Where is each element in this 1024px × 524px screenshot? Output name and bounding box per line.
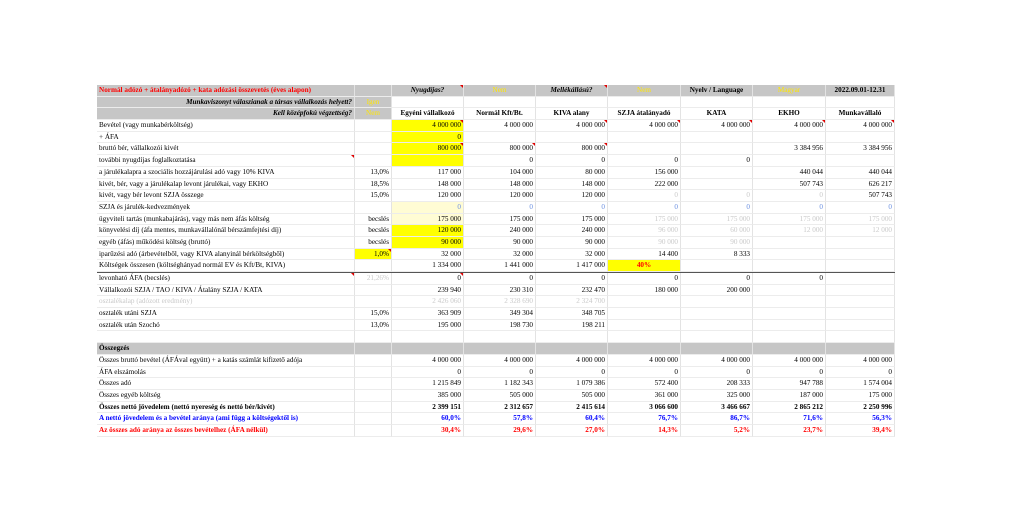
cell: 4 000 000 (826, 120, 895, 132)
row-label: a járulékalapra a szociális hozzájárulási adó vagy 10% KIVA (97, 167, 355, 179)
cell: 0 (536, 273, 608, 285)
table-row (97, 190, 895, 202)
cell: 60 000 (681, 225, 753, 237)
cell: 117 000 (392, 167, 464, 179)
cell (608, 296, 681, 308)
period-label: 2022.09.01-12.31 (826, 85, 895, 97)
cell: 0 (536, 367, 608, 379)
cell: 0 (681, 155, 753, 167)
cell: 507 743 (826, 190, 895, 202)
cell: 0 (464, 367, 536, 379)
cell: 1 441 000 (464, 260, 536, 272)
employee-question: Munkaviszonyt válaszianak a társas vállalkozás helyett? (97, 97, 355, 109)
row-label: Összes nettó jövedelem (nettó nyereség és nettó bér/kivét) (97, 402, 355, 414)
cell: 3 384 956 (753, 143, 826, 155)
cell: 4 000 000 (392, 355, 464, 367)
cell: 90 000 (681, 237, 753, 249)
col-header-atalany: SZJA átalányadó (608, 108, 681, 120)
table-row (97, 249, 895, 261)
cell: 0 (753, 190, 826, 202)
cell: 96 000 (608, 225, 681, 237)
cell: 222 000 (608, 179, 681, 191)
cell: 240 000 (536, 225, 608, 237)
cell[interactable] (392, 155, 464, 167)
cell: 32 000 (536, 249, 608, 261)
cell (681, 260, 753, 272)
cell: 30,4% (392, 425, 464, 437)
cell: 2 426 060 (392, 296, 464, 308)
cell (681, 308, 753, 320)
cell: 4 000 000 (753, 355, 826, 367)
cell (753, 320, 826, 332)
table-row (97, 296, 895, 308)
cell: 120 000 (464, 190, 536, 202)
header-row-2 (97, 97, 895, 109)
row-label: bruttó bér, vállalkozói kivét (97, 143, 355, 155)
cell: 120 000 (536, 190, 608, 202)
cell: 626 217 (826, 179, 895, 191)
row-label: iparűzési adó (árbevételből, vagy KIVA alanyinál bérköltségből) (97, 249, 355, 261)
cell: 8 333 (681, 249, 753, 261)
cell: 175 000 (753, 214, 826, 226)
table-row (97, 237, 895, 249)
cell (826, 249, 895, 261)
row-label: A nettó jövedelem és a bevétel aránya (ami függ a költségektől is) (97, 413, 355, 425)
summary-row (97, 355, 895, 367)
cell: 187 000 (753, 390, 826, 402)
cell: 232 470 (536, 285, 608, 297)
cell: 2 865 212 (753, 402, 826, 414)
cell: 3 466 667 (681, 402, 753, 414)
cell: 1 182 343 (464, 378, 536, 390)
cell[interactable]: 800 000 (392, 143, 464, 155)
cell: 4 000 000 (681, 355, 753, 367)
cell: 120 000 (392, 190, 464, 202)
cell: 440 044 (826, 167, 895, 179)
row-label: könyvelési díj (áfa mentes, munkavállalónál bérszámfejtési díj) (97, 225, 355, 237)
spacer (355, 85, 392, 97)
cell: 90 000 (608, 237, 681, 249)
cell: 0 (681, 273, 753, 285)
cell (826, 132, 895, 144)
cell (826, 260, 895, 272)
cell: 4 000 000 (826, 355, 895, 367)
row-label: Költségek összesen (költséghányad normál EV és Kft/Bt, KIVA) (97, 260, 355, 272)
row-label: levonható ÁFA (becslés) (97, 273, 355, 285)
cell (681, 296, 753, 308)
row-label: + ÁFA (97, 132, 355, 144)
cell: 507 743 (753, 179, 826, 191)
summary-row (97, 390, 895, 402)
cell (826, 296, 895, 308)
cell: 0 (753, 202, 826, 214)
cell: 0 (681, 202, 753, 214)
employee-answer[interactable]: Igen (355, 97, 392, 109)
row-label: osztalékalap (adózott eredmény) (97, 296, 355, 308)
cell (753, 296, 826, 308)
row-rate: 13,0% (355, 320, 392, 332)
cell: 4 000 000 (608, 120, 681, 132)
cell (753, 249, 826, 261)
cell (681, 320, 753, 332)
cell: 56,3% (826, 413, 895, 425)
secondary-job-question: Mellékállású? (536, 85, 608, 97)
table-row (97, 308, 895, 320)
table-row (97, 167, 895, 179)
cell[interactable]: 90 000 (392, 237, 464, 249)
cell: 0 (826, 202, 895, 214)
cell: 0 (608, 190, 681, 202)
blank-row (97, 331, 895, 343)
cell: 195 000 (392, 320, 464, 332)
row-rate (355, 296, 392, 308)
cell: 505 000 (536, 390, 608, 402)
cell (826, 308, 895, 320)
cell: 12 000 (826, 225, 895, 237)
cell: 230 310 (464, 285, 536, 297)
cell: 90 000 (464, 237, 536, 249)
row-label: Bevétel (vagy munkabérköltség) (97, 120, 355, 132)
cell: 947 788 (753, 378, 826, 390)
row-label: egyéb (áfás) működési költség (bruttó) (97, 237, 355, 249)
cell (753, 285, 826, 297)
cell: 198 730 (464, 320, 536, 332)
language-value[interactable]: Magyar (753, 85, 826, 97)
cell: 440 044 (753, 167, 826, 179)
cell: 29,6% (464, 425, 536, 437)
row-label: kivét, vagy bér levont SZJA összege (97, 190, 355, 202)
cell: 325 000 (681, 390, 753, 402)
col-header-ekho: EKHO (753, 108, 826, 120)
cell: 4 000 000 (681, 120, 753, 132)
cell: 0 (464, 273, 536, 285)
cell: 1 574 004 (826, 378, 895, 390)
secondary-edu-question: Kell középfokú végzettség? (97, 108, 355, 120)
cell: 4 000 000 (464, 355, 536, 367)
row-label: ügyviteli tartás (munkabajárás), vagy más nem áfás költség (97, 214, 355, 226)
sheet-title: Normál adózó + átalányadózó + kata adózási összevetés (éves alapon) (97, 85, 355, 97)
row-label: ÁFA elszámolás (97, 367, 355, 379)
cell: 1 079 386 (536, 378, 608, 390)
cell: 2 415 614 (536, 402, 608, 414)
cell: 2 328 690 (464, 296, 536, 308)
row-label: Vállalkozói SZJA / TAO / KIVA / Átalány SZJA / KATA (97, 285, 355, 297)
row-label: osztalék után Szochó (97, 320, 355, 332)
cell: 12 000 (753, 225, 826, 237)
cell: 0 (608, 155, 681, 167)
cell: 4 000 000 (464, 120, 536, 132)
column-header-row (97, 108, 895, 120)
cell (681, 132, 753, 144)
cell: 2 250 996 (826, 402, 895, 414)
cell: 4 000 000 (536, 120, 608, 132)
cell: 4 000 000 (536, 355, 608, 367)
cell: 239 940 (392, 285, 464, 297)
language-label: Nyelv / Language (681, 85, 753, 97)
cell: 86,7% (681, 413, 753, 425)
cell: 0 (826, 367, 895, 379)
cell (826, 237, 895, 249)
cell: 0 (681, 367, 753, 379)
cell: 39,4% (826, 425, 895, 437)
cell: 800 000 (536, 143, 608, 155)
cell: 71,6% (753, 413, 826, 425)
cell: 0 (608, 202, 681, 214)
cell (753, 237, 826, 249)
cell: 27,0% (536, 425, 608, 437)
cell (753, 260, 826, 272)
secondary-edu-answer[interactable]: Nem (355, 108, 392, 120)
cell: 32 000 (464, 249, 536, 261)
row-rate: becslés (355, 225, 392, 237)
cell: 0 (464, 202, 536, 214)
cell: 14,3% (608, 425, 681, 437)
cell: 200 000 (681, 285, 753, 297)
cell (826, 155, 895, 167)
cell: 363 909 (392, 308, 464, 320)
cell: 175 000 (826, 390, 895, 402)
cell (608, 132, 681, 144)
cell: 572 400 (608, 378, 681, 390)
cell: 5,2% (681, 425, 753, 437)
cell: 23,7% (753, 425, 826, 437)
cell (826, 320, 895, 332)
row-rate: 18,5% (355, 179, 392, 191)
table-row (97, 214, 895, 226)
cell: 0 (608, 273, 681, 285)
cell: 198 211 (536, 320, 608, 332)
cell: 60,4% (536, 413, 608, 425)
row-label: Összes adó (97, 378, 355, 390)
cell: 90 000 (536, 237, 608, 249)
row-rate[interactable]: 1,0% (355, 249, 392, 261)
cell: 14 400 (608, 249, 681, 261)
cell: 104 000 (464, 167, 536, 179)
table-row (97, 143, 895, 155)
row-rate (355, 202, 392, 214)
cell: 0 (392, 273, 464, 285)
summary-row (97, 367, 895, 379)
cell: 0 (753, 273, 826, 285)
cell (753, 132, 826, 144)
row-label: osztalék utáni SZJA (97, 308, 355, 320)
cell: 0 (536, 155, 608, 167)
row-label: Az összes adó aránya az összes bevételhez (ÁFA nélkül) (97, 425, 355, 437)
cell: 148 000 (392, 179, 464, 191)
summary-row-net-income (97, 402, 895, 414)
cell (608, 320, 681, 332)
row-rate (355, 132, 392, 144)
row-rate: becslés (355, 237, 392, 249)
summary-row-tax-ratio (97, 425, 895, 437)
row-rate (355, 285, 392, 297)
cell: 3 384 956 (826, 143, 895, 155)
cell: 0 (681, 190, 753, 202)
cell (681, 167, 753, 179)
cell: 175 000 (464, 214, 536, 226)
cell (826, 273, 895, 285)
row-label: további nyugdíjas foglalkoztatása (97, 155, 355, 167)
cell: 156 000 (608, 167, 681, 179)
row-label: SZJA és járulék-kedvezmények (97, 202, 355, 214)
cell: 1 215 849 (392, 378, 464, 390)
cell: 3 066 600 (608, 402, 681, 414)
col-header-employee: Munkavállaló (826, 108, 895, 120)
cell: 175 000 (681, 214, 753, 226)
cell: 208 333 (681, 378, 753, 390)
header-row-1 (97, 85, 895, 97)
cell[interactable]: 4 000 000 (392, 120, 464, 132)
cell: 4 000 000 (608, 355, 681, 367)
cell: 800 000 (464, 143, 536, 155)
cell: 60,0% (392, 413, 464, 425)
row-label: Összes bruttó bevétel (ÁFÁval együtt) + a katás számlát kifizető adója (97, 355, 355, 367)
cell: 148 000 (536, 179, 608, 191)
row-rate (355, 143, 392, 155)
summary-header-row (97, 343, 895, 355)
row-label: Összes egyéb költség (97, 390, 355, 402)
cell (536, 132, 608, 144)
cell (753, 308, 826, 320)
col-header-ev: Egyéni vállalkozó (392, 108, 464, 120)
secondary-job-answer[interactable]: Nem (608, 85, 681, 97)
col-header-kft: Normál Kft/Bt. (464, 108, 536, 120)
table-row (97, 202, 895, 214)
cell: 505 000 (464, 390, 536, 402)
cell: 1 417 000 (536, 260, 608, 272)
cell: 175 000 (536, 214, 608, 226)
cell (608, 308, 681, 320)
summary-row-net-ratio (97, 413, 895, 425)
retired-question: Nyugdíjas? (392, 85, 464, 97)
col-header-kiva: KIVA alany (536, 108, 608, 120)
cell: 2 399 151 (392, 402, 464, 414)
cell[interactable]: 120 000 (392, 225, 464, 237)
cell: 76,7% (608, 413, 681, 425)
cell: 349 304 (464, 308, 536, 320)
cell: 175 000 (608, 214, 681, 226)
table-row (97, 225, 895, 237)
row-rate (355, 155, 392, 167)
row-rate (355, 120, 392, 132)
cell[interactable]: 40% (608, 260, 681, 272)
cell (681, 143, 753, 155)
cell[interactable]: 0 (392, 132, 464, 144)
cell: 4 000 000 (753, 120, 826, 132)
cell (753, 155, 826, 167)
cell: 0 (392, 367, 464, 379)
cell: 148 000 (464, 179, 536, 191)
row-rate: becslés (355, 214, 392, 226)
table-row (97, 132, 895, 144)
cell: 0 (753, 367, 826, 379)
table-row (97, 285, 895, 297)
cell (608, 143, 681, 155)
row-rate: 21,26% (355, 273, 392, 285)
cell: 348 705 (536, 308, 608, 320)
row-rate: 15,0% (355, 308, 392, 320)
col-header-kata: KATA (681, 108, 753, 120)
table-row (97, 260, 895, 273)
retired-answer[interactable]: Nem (464, 85, 536, 97)
cell: 175 000 (826, 214, 895, 226)
row-label: kivét, bér, vagy a járulékalap levont járulékai, vagy EKHO (97, 179, 355, 191)
cell: 2 324 700 (536, 296, 608, 308)
table-row (97, 120, 895, 132)
spreadsheet (97, 85, 895, 437)
cell: 2 312 657 (464, 402, 536, 414)
cell (464, 132, 536, 144)
cell: 57,8% (464, 413, 536, 425)
table-row (97, 273, 895, 285)
cell: 0 (536, 202, 608, 214)
cell[interactable]: 0 (392, 202, 464, 214)
row-rate (355, 260, 392, 272)
cell: 80 000 (536, 167, 608, 179)
cell: 180 000 (608, 285, 681, 297)
cell: 385 000 (392, 390, 464, 402)
row-rate: 13,0% (355, 167, 392, 179)
cell: 361 000 (608, 390, 681, 402)
table-row (97, 155, 895, 167)
summary-title: Összegzés (97, 343, 355, 355)
cell: 32 000 (392, 249, 464, 261)
row-rate: 15,0% (355, 190, 392, 202)
cell (681, 179, 753, 191)
cell: 1 334 000 (392, 260, 464, 272)
cell[interactable]: 175 000 (392, 214, 464, 226)
cell: 0 (464, 155, 536, 167)
table-row (97, 179, 895, 191)
table-row (97, 320, 895, 332)
summary-row (97, 378, 895, 390)
cell (826, 285, 895, 297)
cell: 240 000 (464, 225, 536, 237)
cell: 0 (608, 367, 681, 379)
